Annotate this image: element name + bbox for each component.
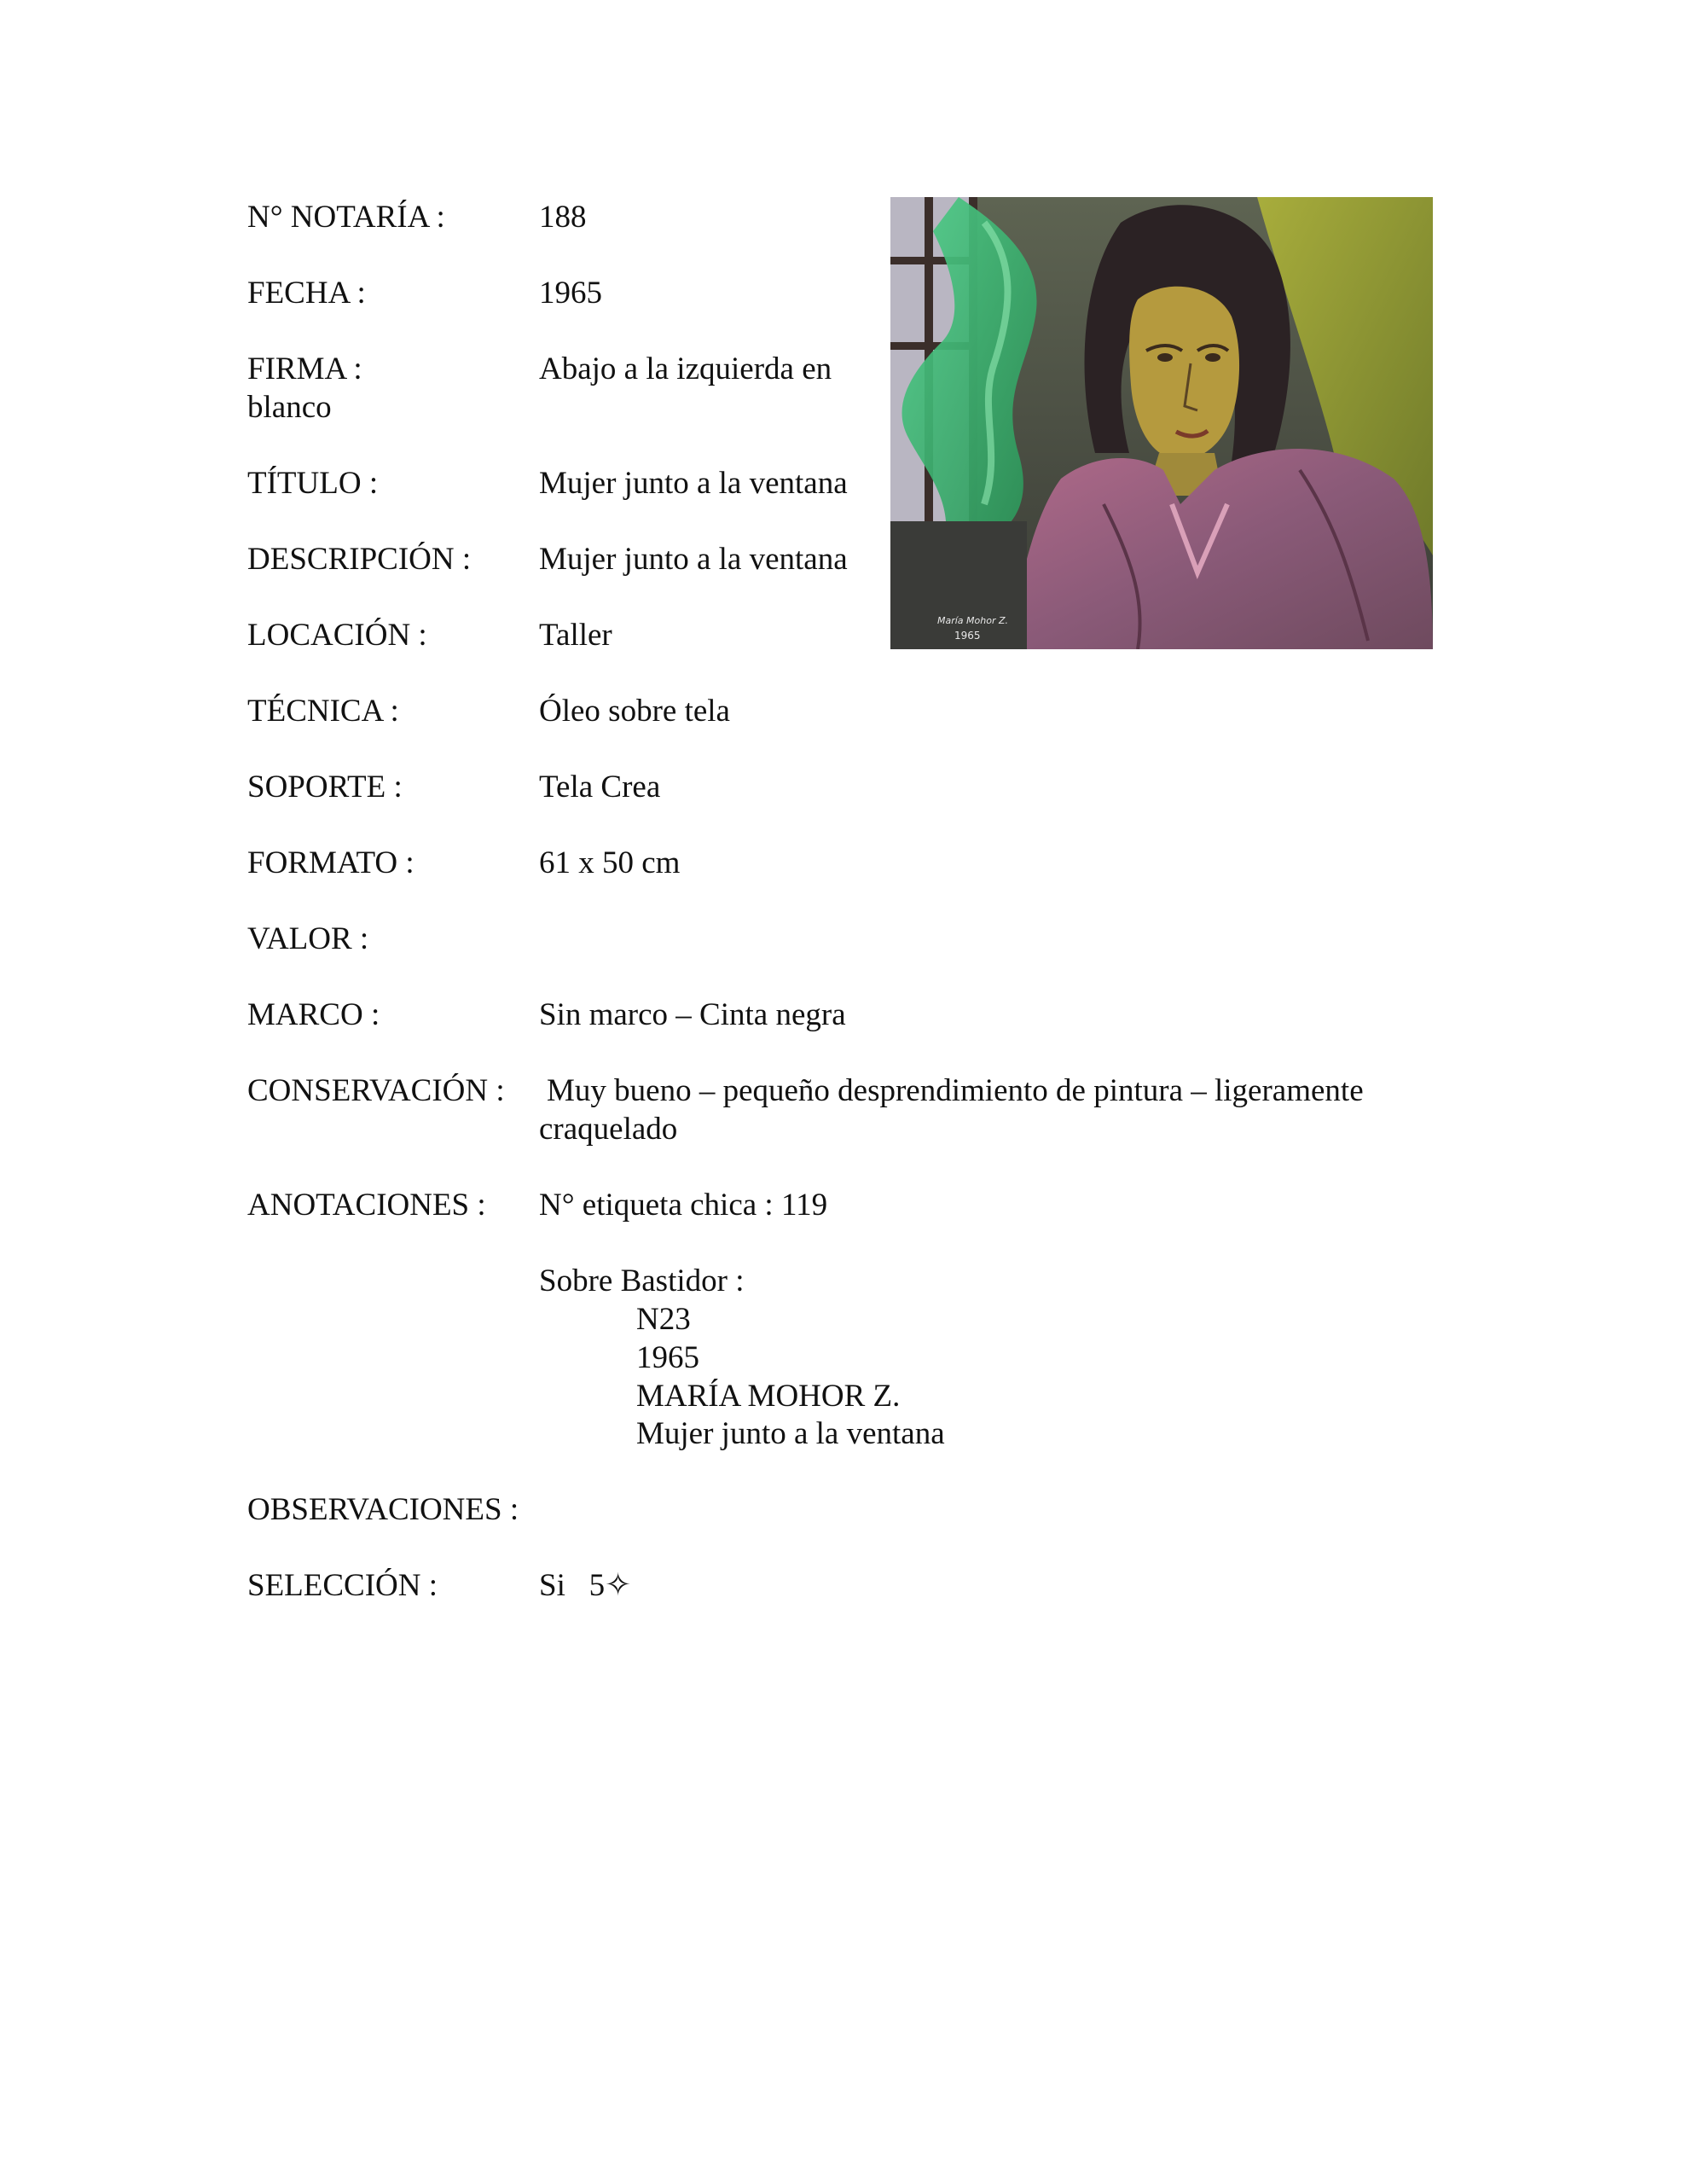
locacion-value: Taller (539, 618, 612, 653)
seleccion-value: Si 5✧ (539, 1568, 632, 1603)
formato-value: 61 x 50 cm (539, 845, 681, 880)
soporte-value: Tela Crea (539, 770, 661, 804)
conservacion-value: Muy bueno – pequeño desprendimiento de pintura – ligeramente (547, 1073, 1364, 1108)
firma-label: FIRMA : (247, 351, 362, 386)
bastidor-line: 1965 (636, 1340, 699, 1375)
conservacion-label: CONSERVACIÓN : (247, 1073, 505, 1108)
notaria-label: N° NOTARÍA : (247, 200, 445, 235)
titulo-value: Mujer junto a la ventana (539, 466, 848, 501)
firma-value-continuation: blanco (247, 390, 332, 425)
notaria-value: 188 (539, 200, 587, 235)
fecha-value: 1965 (539, 276, 602, 311)
marco-label: MARCO : (247, 997, 380, 1032)
painting-signature: María Mohor Z. (937, 615, 1009, 626)
bastidor-line: Mujer junto a la ventana (636, 1416, 945, 1451)
descripcion-value: Mujer junto a la ventana (539, 542, 848, 577)
bastidor-line: N23 (636, 1302, 691, 1337)
painting-image (890, 197, 1433, 649)
bastidor-line: MARÍA MOHOR Z. (636, 1379, 901, 1414)
tecnica-label: TÉCNICA : (247, 694, 399, 729)
soporte-label: SOPORTE : (247, 770, 403, 804)
seleccion-label: SELECCIÓN : (247, 1568, 438, 1603)
painting-year: 1965 (954, 630, 981, 642)
anotaciones-value: N° etiqueta chica : 119 (539, 1188, 828, 1223)
tecnica-value: Óleo sobre tela (539, 694, 730, 729)
descripcion-label: DESCRIPCIÓN : (247, 542, 472, 577)
bastidor-heading: Sobre Bastidor : (539, 1263, 745, 1298)
fecha-label: FECHA : (247, 276, 366, 311)
formato-label: FORMATO : (247, 845, 415, 880)
titulo-label: TÍTULO : (247, 466, 379, 501)
valor-label: VALOR : (247, 921, 369, 956)
firma-value: Abajo a la izquierda en (539, 351, 832, 386)
anotaciones-label: ANOTACIONES : (247, 1188, 486, 1223)
locacion-label: LOCACIÓN : (247, 618, 427, 653)
marco-value: Sin marco – Cinta negra (539, 997, 846, 1032)
conservacion-value-continuation: craquelado (539, 1112, 678, 1147)
observaciones-label: OBSERVACIONES : (247, 1492, 519, 1527)
